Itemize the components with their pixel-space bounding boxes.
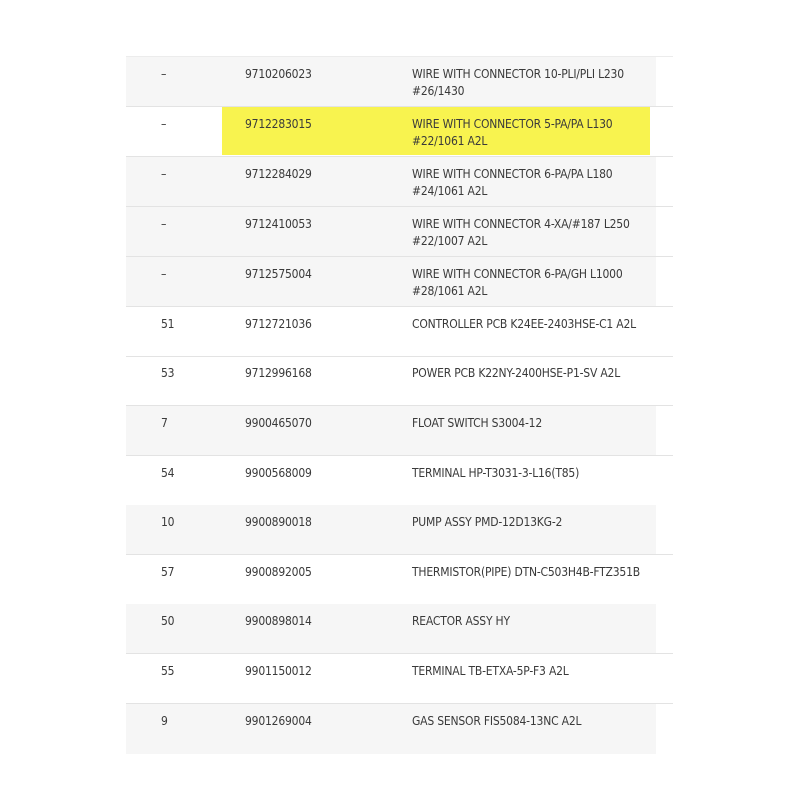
table-row xyxy=(126,505,673,555)
table-row xyxy=(126,456,673,506)
ref-cell: 10 xyxy=(161,515,175,529)
ref-cell: 50 xyxy=(161,614,175,628)
table-row xyxy=(126,555,673,605)
table-row xyxy=(126,257,673,307)
part-number-cell: 9901150012 xyxy=(245,664,312,678)
part-number-cell: 9712575004 xyxy=(245,267,312,281)
part-number-cell: 9712721036 xyxy=(245,317,312,331)
description-cell: WIRE WITH CONNECTOR 4-XA/#187 L250 #22/1007 A2L xyxy=(412,217,630,248)
part-number-cell: 9901269004 xyxy=(245,714,312,728)
part-number-cell: 9900892005 xyxy=(245,565,312,579)
description-cell: WIRE WITH CONNECTOR 5-PA/PA L130 #22/1061 A2L xyxy=(412,117,613,148)
ref-cell: – xyxy=(161,217,167,231)
ref-cell: 55 xyxy=(161,664,175,678)
ref-cell: 57 xyxy=(161,565,175,579)
ref-cell: 54 xyxy=(161,466,175,480)
description-cell: CONTROLLER PCB K24EE-2403HSE-C1 A2L xyxy=(412,317,636,331)
table-row xyxy=(126,207,673,257)
description-cell: FLOAT SWITCH S3004-12 xyxy=(412,416,542,430)
description-cell: POWER PCB K22NY-2400HSE-P1-SV A2L xyxy=(412,366,621,380)
part-number-cell: 9712283015 xyxy=(245,117,312,131)
table-row xyxy=(126,307,673,357)
description-cell: WIRE WITH CONNECTOR 6-PA/GH L1000 #28/1061 A2L xyxy=(412,267,623,298)
part-number-cell: 9900890018 xyxy=(245,515,312,529)
ref-cell: – xyxy=(161,267,167,281)
table-row xyxy=(126,57,673,107)
ref-cell: – xyxy=(161,67,167,81)
table-row xyxy=(126,356,673,406)
description-cell: WIRE WITH CONNECTOR 6-PA/PA L180 #24/1061 A2L xyxy=(412,167,613,198)
description-cell: WIRE WITH CONNECTOR 10-PLI/PLI L230 #26/1430 xyxy=(412,67,624,98)
description-cell: REACTOR ASSY HY xyxy=(412,614,510,628)
part-number-cell: 9712410053 xyxy=(245,217,312,231)
parts-table xyxy=(126,50,673,750)
ref-cell: 53 xyxy=(161,366,175,380)
description-cell: TERMINAL HP-T3031-3-L16(T85) xyxy=(412,466,580,480)
part-number-cell: 9900568009 xyxy=(245,466,312,480)
ref-cell: – xyxy=(161,117,167,131)
part-number-cell: 9900898014 xyxy=(245,614,312,628)
table-row xyxy=(126,157,673,207)
table-row xyxy=(126,107,673,157)
ref-cell: 9 xyxy=(161,714,168,728)
part-number-cell: 9900465070 xyxy=(245,416,312,430)
description-cell: THERMISTOR(PIPE) DTN-C503H4B-FTZ351B xyxy=(412,565,640,579)
table-row xyxy=(126,604,673,654)
part-number-cell: 9712284029 xyxy=(245,167,312,181)
description-cell: GAS SENSOR FIS5084-13NC A2L xyxy=(412,714,582,728)
table-row xyxy=(126,406,673,456)
part-number-cell: 9710206023 xyxy=(245,67,312,81)
ref-cell: – xyxy=(161,167,167,181)
ref-cell: 51 xyxy=(161,317,175,331)
ref-cell: 7 xyxy=(161,416,168,430)
part-number-cell: 9712996168 xyxy=(245,366,312,380)
description-cell: PUMP ASSY PMD-12D13KG-2 xyxy=(412,515,563,529)
description-cell: TERMINAL TB-ETXA-5P-F3 A2L xyxy=(412,664,569,678)
table-row xyxy=(126,704,673,754)
table-row xyxy=(126,654,673,704)
